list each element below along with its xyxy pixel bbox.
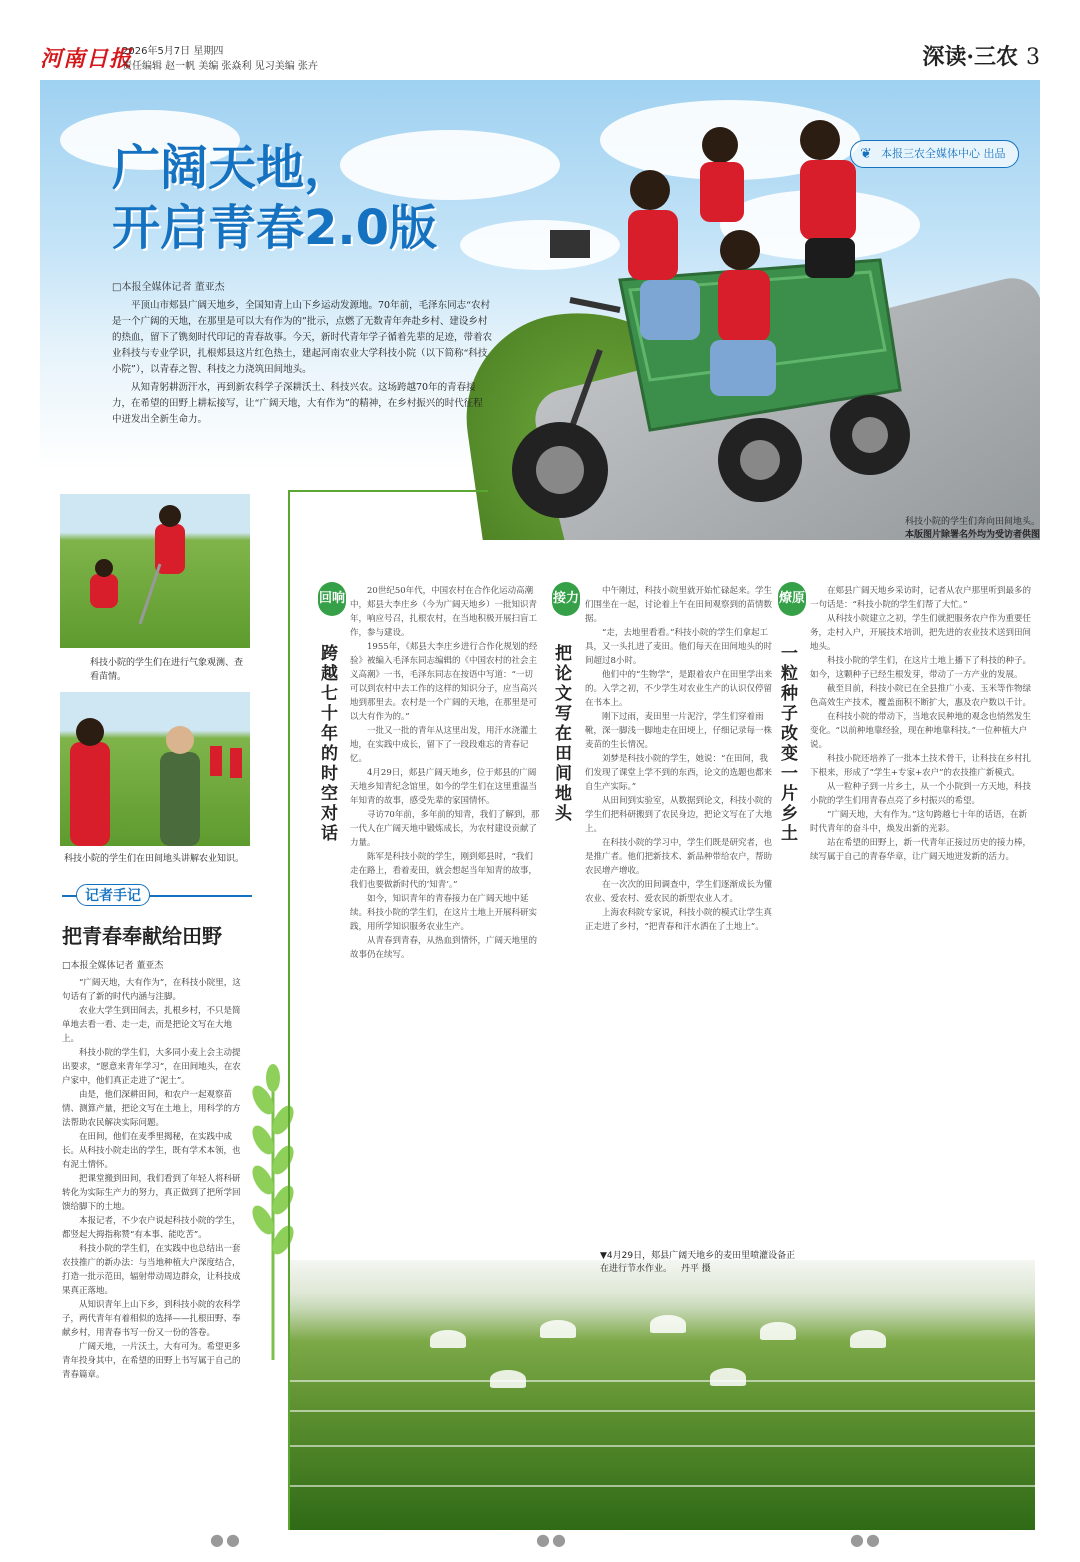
note-body: “广阔天地，大有作为”，在科技小院里，这句话有了新的时代内涵与注脚。 农业大学生到田间去，扎根乡村，不只是简单地去看一看、走一走，而是把论文写在大地上。 科技小院的学生们，大多同小麦上会主动提出要求，“愿意来青年学习”，在田间地头，在农户家中，他们真正走进了“泥土”。 由是，他们深耕田间，和农户一起观察苗情、测算产量，把论文写在土地上，用科学的方法帮助农民解决实际问题。 在田间，他们在麦季里揭秘，在实践中成长。从科技小院走出的学生，既有学术本领，也有泥土情怀。 把课堂搬到田间，我们看到了年轻人将科研转化为实际生产力的努力，真正做到了把所学回馈给脚下的土地。 本报记者，不少农户说起科技小院的学生，都竖起大拇指称赞“有本事、能吃苦”。 科技小院的学生们，在实践中也总结出一套农技推广的新办法：与当地种植大户深度结合，打造一批示范田，辐射带动周边群众，让科技成果真正落地。 从知识青年上山下乡，到科技小院的农科学子，两代青年有着相似的选择——扎根田野、奉献乡村，用青春书写一份又一份的答卷。 广阔天地，一片沃土，大有可为。希望更多青年投身其中，在希望的田野上书写属于自己的青春篇章。 [62,978,241,1380]
divider-line [288,490,488,492]
article1-tag: 回响 [318,582,346,616]
publisher-badge: ❦ 本报三农全媒体中心 出品 [850,140,1019,168]
wheat-logo-icon: ❦ [860,146,872,162]
note-title: 把青春奉献给田野 [62,924,222,948]
article3-headline: 一粒种子改变一片乡土 [781,644,798,844]
photo-field-observation [60,494,250,648]
hero-photo-caption: 科技小院的学生们奔向田间地头。 本版图片除署名外均为受访者供图 [904,517,1040,540]
students-with-farmer-icon [60,692,250,846]
photo-caption-1: 科技小院的学生们在进行气象观测、查看苗情。 [90,658,244,682]
page-number: 3 [1026,45,1040,70]
bottom-field-photo [290,1260,1035,1530]
hero-byline: □本报全媒体记者 董亚杰 [112,282,225,293]
page-title: 广阔天地， 开启青春2.0版 [112,140,438,256]
article1-body: 20世纪50年代，中国农村在合作化运动高潮中，郏县大李庄乡（今为广阔天地乡）一批知识青年，响应号召，扎根农村，在当地积极开展扫盲工作，参与建设。 1955年，《郏县大李庄乡进行合作化规划的经验》被编入毛泽东同志编辑的《中国农村的社会主义高潮》一书，毛泽东同志在按语中写道：“一切可以到农村中去工作的这样的知识分子，应当高兴地到那里去。农村是一个广阔的天地，在那里是可以大有作为的。” 一批又一批的青年从这里出发，用汗水浇灌土地，在实践中成长，留下了一段段难忘的青春记忆。 4月29日，郏县广阔天地乡，位于郏县的广阔天地乡知青纪念馆里，如今的学生们在这里重温当年知青的故事，感受先辈的家国情怀。 寻访70年前，多年前的知青，我们了解到，那一代人在广阔天地中锻炼成长，为农村建设贡献了力量。 陈军是科技小院的学生，刚到郏县时，“我们走在路上，看着麦田，就会想起当年知青的故事，我们也要做新时代的‘知青’。” 如今，知识青年的青春接力在广阔天地中延续。科技小院的学生们，在这片土地上开展科研实践，用所学知识服务农业生产。 从青春到青春，从热血到情怀，广阔天地里的故事仍在续写。 [350,586,540,960]
note-byline: □本报全媒体记者 董亚杰 [62,961,164,971]
newspaper-logo: 河南日报 [40,46,133,72]
section-title [922,40,1040,71]
section-name: 深读·三农 [922,44,1018,70]
hero-intro: 平顶山市郏县广阔天地乡，全国知青上山下乡运动发源地。70年前，毛泽东同志“农村是一个广阔的天地，在那里是可以大有作为的”批示，点燃了无数青年奔赴乡村、建设乡村的热血，留下了镌刻时代印记的青春故事。今天，新时代青年学子循着先辈的足迹，带着农业科技与专业学识，扎根郏县这片红色热土，建起河南农业大学科技小院（以下简称“科技小院”），以青春之智、科技之力浇筑田间地头。 从知青躬耕沥汗水，再到新农科学子深耕沃土、科技兴农。这场跨越70年的青春接力，在希望的田野上耕耘接写，让“广阔天地，大有作为”的精神，在乡村振兴的时代征程中迸发出全新生命力。 [112,300,493,425]
footer-dots-center: ●● [536,1530,568,1549]
footer-dots-left: ●● [210,1530,242,1549]
masthead [40,40,1040,76]
article2-tag: 接力 [552,582,580,616]
footer-dots-right: ●● [850,1530,882,1549]
students-in-field-icon [60,494,250,648]
bottom-photo-caption: ▼4月29日，郏县广阔天地乡的麦田里喷灌设备正在进行节水作业。 丹平 摄 [600,1251,796,1274]
article2-body: 中午刚过，科技小院里就开始忙碌起来。学生们围坐在一起，讨论着上午在田间观察到的苗情数据。 “走，去地里看看。”科技小院的学生们拿起工具，又一头扎进了麦田。他们每天在田间地头的时间超过8小时。 他们中的“生物学”，是跟着农户在田里学出来的。入学之初，不少学生对农业生产的认识仅停留在书本上。 刚下过雨，麦田里一片泥泞，学生们穿着雨靴，深一脚浅一脚地走在田埂上，仔细记录每一株麦苗的生长情况。 刘梦是科技小院的学生，她说：“在田间，我们发现了课堂上学不到的东西，论文的选题也都来自生产实际。” 从田间到实验室，从数据到论文，科技小院的学生们把科研搬到了农民身边，把论文写在了大地上。 在科技小院的学习中，学生们既是研究者，也是推广者。他们把新技术、新品种带给农户，帮助农民增产增收。 在一次次的田间调查中，学生们逐渐成长为懂农业、爱农村、爱农民的新型农业人才。 上海农科院专家说，科技小院的模式让学生真正走进了乡村，“把青春和汗水洒在了土地上”。 [585,586,773,932]
article3-body: 在郏县广阔天地乡采访时，记者从农户那里听到最多的一句话是：“科技小院的学生们帮了大忙。” 从科技小院建立之初，学生们就把服务农户作为重要任务，走村入户，开展技术培训，把先进的农业技术送到田间地头。 科技小院的学生们，在这片土地上播下了科技的种子。如今，这颗种子已经生根发芽，带动了一方产业的发展。 截至目前，科技小院已在全县推广小麦、玉米等作物绿色高效生产技术，覆盖面积不断扩大，惠及农户数以千计。 在科技小院的带动下，当地农民种地的观念也悄然发生变化。“以前种地靠经验，现在种地靠科技。”一位种植大户说。 科技小院还培养了一批本土技术骨干，让科技在乡村扎下根来，形成了“学生+专家+农户”的农技推广新模式。 从一粒种子到一片乡土，从一个小院到一方天地，科技小院的学生们用青春点亮了乡村振兴的希望。 “广阔天地，大有作为。”这句跨越七十年的话语，在新时代青年的奋斗中，焕发出新的光彩。 站在希望的田野上，新一代青年正接过历史的接力棒，续写属于自己的青春华章，让广阔天地迸发新的活力。 [810,586,1032,862]
photo-caption-2: 科技小院的学生们在田间地头讲解农业知识。 [64,854,245,864]
photo-credit: 丹平 摄 [680,1264,711,1274]
article3-tag: 燎原 [778,582,806,616]
article1-headline: 跨越七十年的时空对话 [321,644,338,844]
tricycle-students-photo [500,110,940,550]
note-tag: 记者手记 [62,884,252,906]
date-line: 2026年5月7日 星期四 [122,46,224,57]
editors-line: 责任编辑 赵一帆 美编 张焱利 见习美编 张卉 [122,61,318,72]
article2-headline: 把论文写在田间地头 [555,644,572,824]
photo-field-lecture [60,692,250,846]
